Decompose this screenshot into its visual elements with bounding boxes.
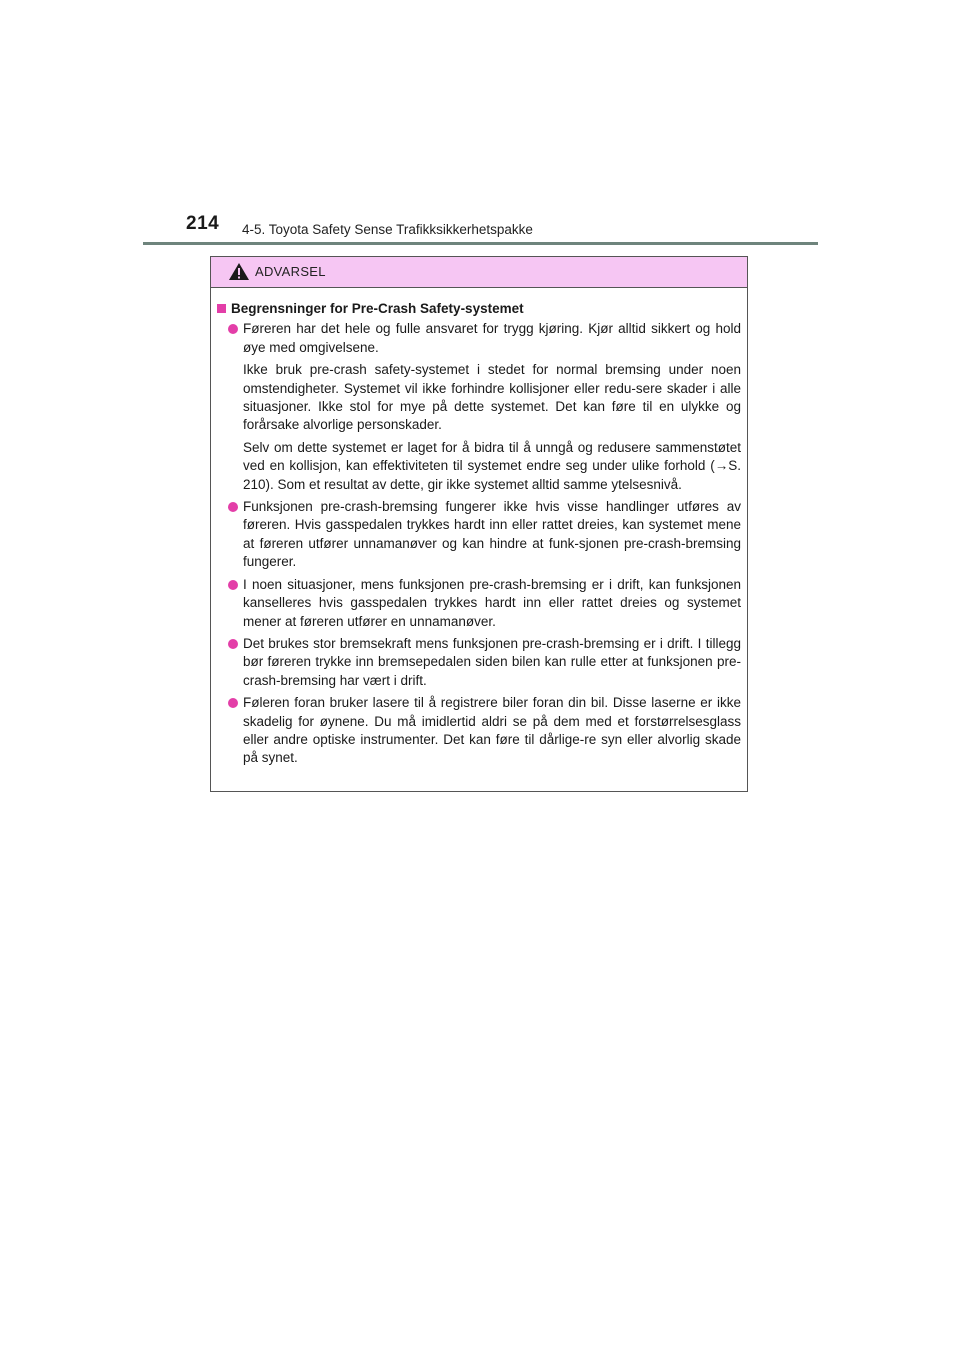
item-paragraph: Ikke bruk pre-crash safety-systemet i stedet for normal bremsing under noen omstendigheter. Systemet vil ikke forhindre kollisjoner eller redu-sere skader i alle situasjoner. Ikke stol for mye på dette systemet. Det kan føre til en ulykke og forårsake alvorlige personskader. [243,362,741,433]
bullet-icon [228,580,238,590]
item-text: Føleren foran bruker lasere til å registrere biler foran din bil. Disse laserne er ikke skadelig for øynene. Du må imidlertid aldri se på dem med et forstørrelsesglass eller andre optiske instrumenter. Det kan føre til dårlige-re syn eller alvorlig skade på synet. [243,695,741,766]
page-number: 214 [186,213,220,234]
list-item [217,635,741,690]
list-item [217,694,741,768]
square-bullet-icon [217,304,226,313]
section-heading [217,300,741,318]
bullet-icon [228,639,238,649]
warning-triangle-icon [228,262,250,281]
item-text: Det brukes stor bremsekraft mens funksjonen pre-crash-bremsing er i drift. I tillegg bør føreren trykke inn bremsepedalen siden bilen kan rulle etter at funksjonen pre-crash-bremsing har vært i drift. [243,635,741,688]
bullet-icon [228,698,238,708]
list-item [217,576,741,631]
warning-box [210,256,748,792]
warning-label: ADVARSEL [255,264,326,279]
item-paragraph: Selv om dette systemet er laget for å bidra til å unngå og redusere sammenstøtet ved en kollisjon, kan effektiviteten til systemet endre seg under ulike forhold (→S. 210). Som et resultat av dette, gir ikke systemet alltid samme ytelsesnivå. [243,439,741,492]
list-item [217,320,741,357]
item-text: Føreren har det hele og fulle ansvaret for trygg kjøring. Kjør alltid sikkert og hold øye med omgivelsene. [243,321,741,355]
item-text: Funksjonen pre-crash-bremsing fungerer ikke hvis visse handlinger utføres av føreren. Hvis gasspedalen trykkes hardt inn eller rattet dreies, kan systemet mene at føreren utfører unnamanøver og kan hindre at funk-sjonen pre-crash-bremsing fungerer. [243,499,741,570]
bullet-icon [228,502,238,512]
bullet-icon [228,324,238,334]
warning-body [211,288,747,768]
warning-header [211,257,747,288]
item-text: I noen situasjoner, mens funksjonen pre-crash-bremsing er i drift, kan funksjonen kanselleres hvis gasspedalen trykkes hardt inn eller rattet dreies og systemet mener at føreren utfører en unnamanøver. [243,576,741,629]
list-item [217,498,741,572]
running-section-title: 4-5. Toyota Safety Sense Trafikksikkerhetspakke [242,222,533,237]
section-heading-text: Begrensninger for Pre-Crash Safety-systemet [231,301,524,316]
header-rule [143,242,818,245]
